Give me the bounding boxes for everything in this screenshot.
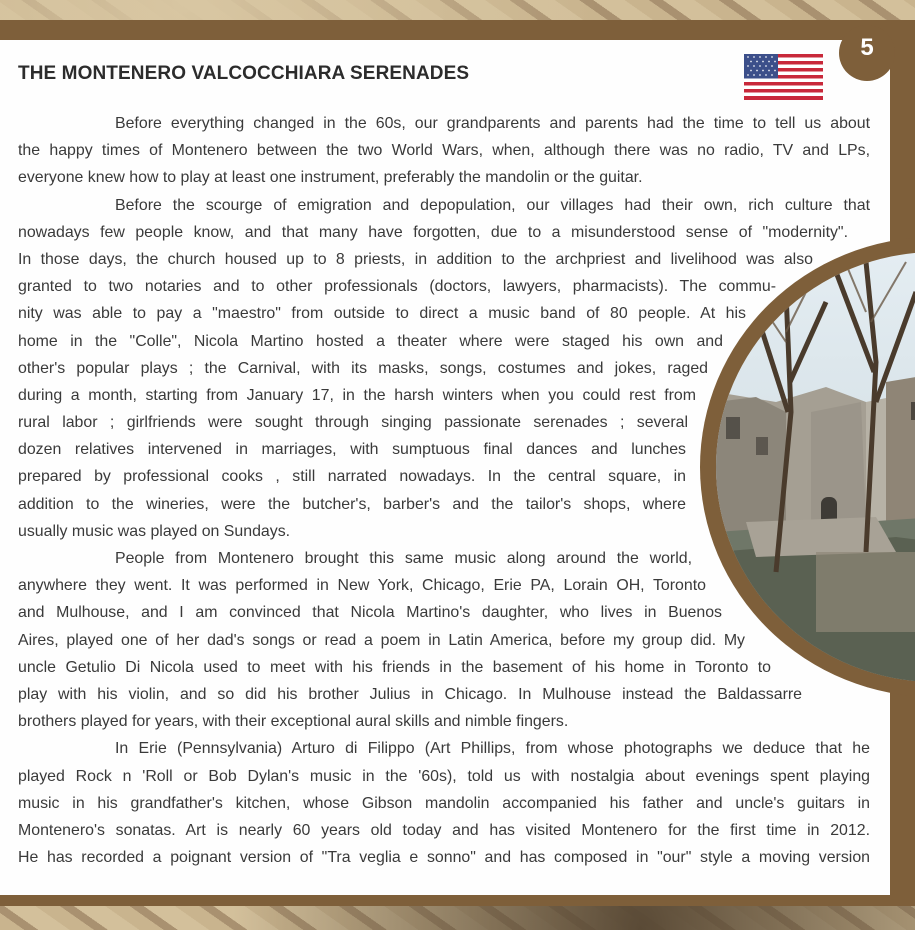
text-line: People from Montenero brought this same music along around the world,	[115, 550, 692, 567]
text-line: dozen relatives intervened in marriages, with sumptuous final dances and lunches	[18, 441, 686, 459]
text-line: Aires, played one of her dad's songs or read a poem in Latin America, before my group did. My	[18, 631, 745, 649]
text-line: brothers played for years, with their exceptional aural skills and nimble fingers.	[18, 713, 569, 731]
text-line: everyone knew how to play at least one instrument, preferably the mandolin or the guitar.	[18, 169, 643, 187]
text-line: the happy times of Montenero between the two World Wars, when, although there was no radio, TV and LPs,	[18, 142, 870, 160]
text-line: other's popular plays ; the Carnival, with its masks, songs, costumes and jokes, raged	[18, 359, 708, 377]
text-line: anywhere they went. It was performed in New York, Chicago, Erie PA, Lorain OH, Toronto	[18, 577, 706, 595]
text-line: music in his grandfather's kitchen, whose Gibson mandolin accompanied his father and uncle's guitars in	[18, 794, 870, 812]
body-text	[18, 110, 870, 871]
text-line: nowadays few people know, and that many have forgotten, due to a misunderstood sense of "modernity".	[18, 223, 848, 241]
text-line: Before everything changed in the 60s, our grandparents and parents had the time to tell us about	[115, 115, 870, 132]
text-line: In those days, the church housed up to 8 priests, in addition to the archpriest and livelihood was also	[18, 250, 813, 268]
page-title: THE MONTENERO VALCOCCHIARA SERENADES	[18, 63, 470, 84]
text-line: rural labor ; girlfriends were sought through singing passionate serenades ; several	[18, 414, 688, 432]
text-line: play with his violin, and so did his brother Julius in Chicago. In Mulhouse instead the Baldassarre	[18, 685, 802, 703]
text-line: usually music was played on Sundays.	[18, 522, 291, 540]
text-line: and Mulhouse, and I am convinced that Nicola Martino's daughter, who lives in Buenos	[18, 604, 722, 622]
us-flag-icon	[744, 54, 823, 100]
text-line: nity was able to pay a "maestro" from outside to direct a music band of 80 people. At his	[18, 305, 746, 323]
text-line: In Erie (Pennsylvania) Arturo di Filippo (Art Phillips, from whose photographs we deduce that he	[115, 740, 870, 758]
text-line: addition to the wineries, were the butcher's, barber's and the tailor's shops, where	[18, 495, 686, 513]
text-line: Montenero's sonatas. Art is nearly 60 years old today and has visited Montenero for the first time in 2012.	[18, 821, 870, 839]
text-line: during a month, starting from January 17, in the harsh winters when you could rest from	[18, 386, 696, 404]
text-line: played Rock n 'Roll or Bob Dylan's music in the '60s), told us with nostalgia about evenings spent playing	[18, 767, 870, 785]
text-line: He has recorded a poignant version of "Tra veglia e sonno" and has composed in "our" style a moving version	[18, 849, 870, 867]
text-line: uncle Getulio Di Nicola used to meet with his friends in the basement of his home in Toronto to	[18, 658, 771, 676]
page-number: 5	[860, 34, 874, 61]
text-line: home in the "Colle", Nicola Martino hosted a theater where were staged his own and	[18, 332, 723, 350]
text-line: prepared by professional cooks , still narrated nowadays. In the central square, in	[18, 468, 686, 486]
text-line: granted to two notaries and to other professionals (doctors, lawyers, pharmacists). The commu-	[18, 278, 776, 296]
text-line: Before the scourge of emigration and depopulation, our villages had their own, rich culture that	[115, 196, 870, 214]
